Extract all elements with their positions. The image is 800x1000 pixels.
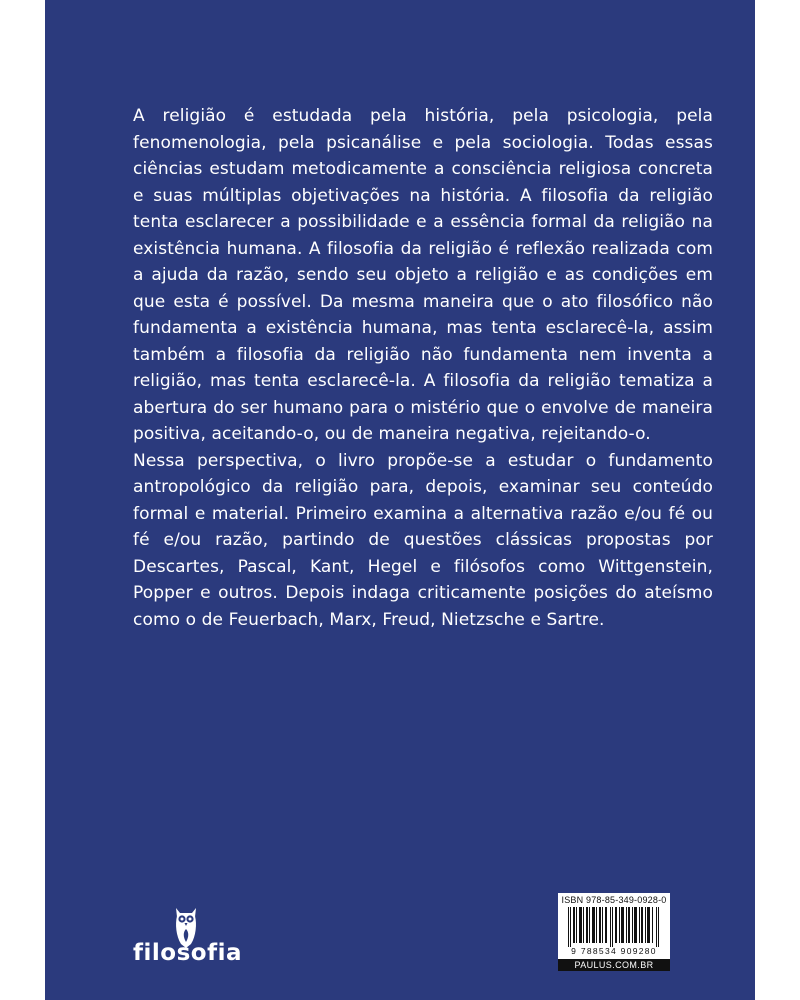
blurb-paragraph-2: Nessa perspectiva, o livro propõe-se a estudar o fundamento antropológico da religião para, depois, examinar seu conteúdo formal e material. Primeiro examina a alternativa razão e/ou fé ou fé e/ou razão, partindo de questões clássicas propostas por Descartes, Pascal, Kant, Hegel e filósofos como Wittgenstein, Popper e outros. Depois indaga criticamente posições do ateísmo como o de Feuerbach, Marx, Freud, Nietzsche e Sartre. — [133, 450, 713, 630]
barcode-label — [558, 893, 670, 971]
barcode-digits: 9 788534 909280 — [571, 946, 657, 956]
barcode-icon — [564, 907, 664, 947]
isbn-number: ISBN 978-85-349-0928-0 — [561, 895, 667, 905]
publisher-website: PAULUS.COM.BR — [574, 960, 654, 970]
blurb-paragraph-1: A religião é estudada pela história, pela psicologia, pela fenomenologia, pela psicanálise e pela sociologia. Todas essas ciências estudam metodicamente a consciência religiosa concreta e suas múltiplas objetivações na história. A filosofia da religião tenta esclarecer a possibilidade e a essência formal da religião na existência humana. A filosofia da religião é reflexão realizada com a ajuda da razão, sendo seu objeto a religião e as condições em que esta é possível. Da mesma maneira que o ato filosófico não fundamenta a existência humana, mas tenta esclarecê-la, assim também a filosofia da religião não fundamenta nem inventa a religião, mas tenta esclarecê-la. A filosofia da religião tematiza a abertura do ser humano para o mistério que o envolve de maneira positiva, aceitando-o, ou de maneira negativa, rejeitando-o. — [133, 106, 713, 444]
filosofia-logo — [133, 904, 253, 974]
back-cover-blurb — [133, 103, 713, 633]
publisher-website-strip — [558, 959, 670, 971]
logo-wordmark: filosofia — [133, 940, 242, 966]
back-cover — [45, 0, 755, 1000]
